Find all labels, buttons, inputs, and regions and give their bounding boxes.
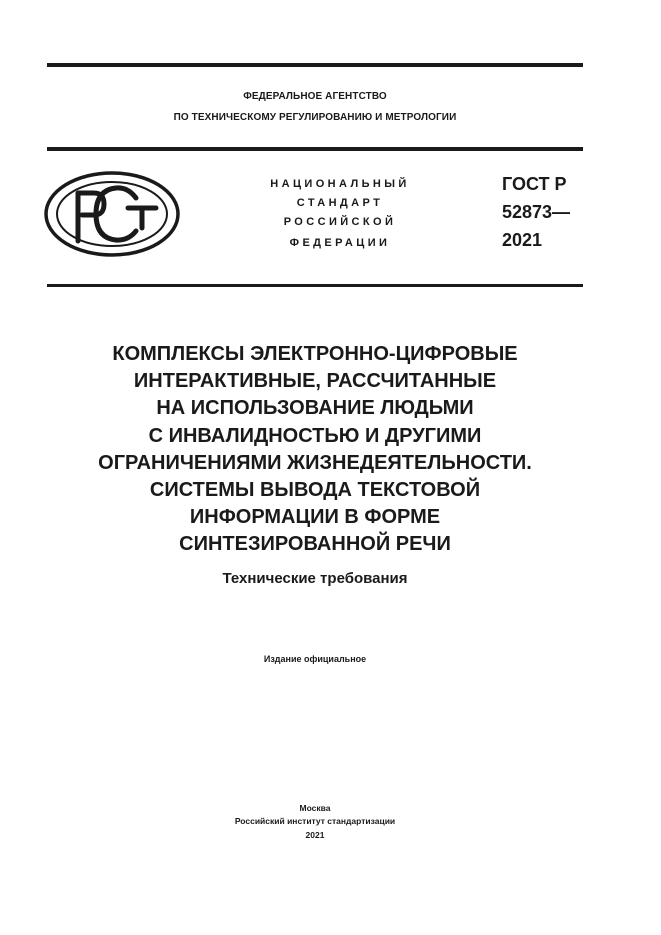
title-line: С ИНВАЛИДНОСТЬЮ И ДРУГИМИ (148, 424, 482, 447)
imprint-publisher: Российский институт стандартизации (234, 816, 396, 826)
title-line: ИНФОРМАЦИИ В ФОРМЕ (189, 506, 441, 529)
standard-type-line-3: РОССИЙСКОЙ (283, 216, 397, 228)
rst-logo-graphic (44, 171, 180, 257)
standard-designation-line-1: ГОСТ Р (502, 174, 567, 194)
standard-designation-line-2: 52873— (502, 202, 571, 222)
standard-type-line-2: СТАНДАРТ (296, 197, 384, 209)
rst-conformity-mark-icon (44, 171, 180, 257)
title-line: ОГРАНИЧЕНИЯМИ ЖИЗНЕДЕЯТЕЛЬНОСТИ. (98, 451, 532, 474)
imprint-year: 2021 (305, 830, 325, 840)
standard-type-line-4: ФЕДЕРАЦИИ (289, 237, 391, 249)
document-title (47, 341, 583, 559)
edition-note: Издание официальное (263, 654, 367, 664)
standard-designation-line-3: 2021 (502, 230, 543, 250)
top-rule (47, 63, 583, 67)
title-line: КОМПЛЕКСЫ ЭЛЕКТРОННО-ЦИФРОВЫЕ (112, 343, 518, 365)
title-line: НА ИСПОЛЬЗОВАНИЕ ЛЮДЬМИ (156, 397, 474, 420)
agency-name-line-2: ПО ТЕХНИЧЕСКОМУ РЕГУЛИРОВАНИЮ И МЕТРОЛОГИИ (173, 112, 457, 123)
standard-type-line-1: НАЦИОНАЛЬНЫЙ (270, 178, 410, 190)
header-rule (47, 147, 583, 151)
document-subtitle: Технические требования (222, 570, 408, 587)
imprint-city: Москва (299, 803, 331, 813)
agency-name-line-1: ФЕДЕРАЛЬНОЕ АГЕНТСТВО (243, 91, 387, 102)
title-block-rule (47, 284, 583, 287)
title-line: СИНТЕЗИРОВАННОЙ РЕЧИ (179, 533, 451, 556)
title-line: ИНТЕРАКТИВНЫЕ, РАССЧИТАННЫЕ (133, 370, 497, 393)
title-line: СИСТЕМЫ ВЫВОДА ТЕКСТОВОЙ (149, 479, 481, 502)
